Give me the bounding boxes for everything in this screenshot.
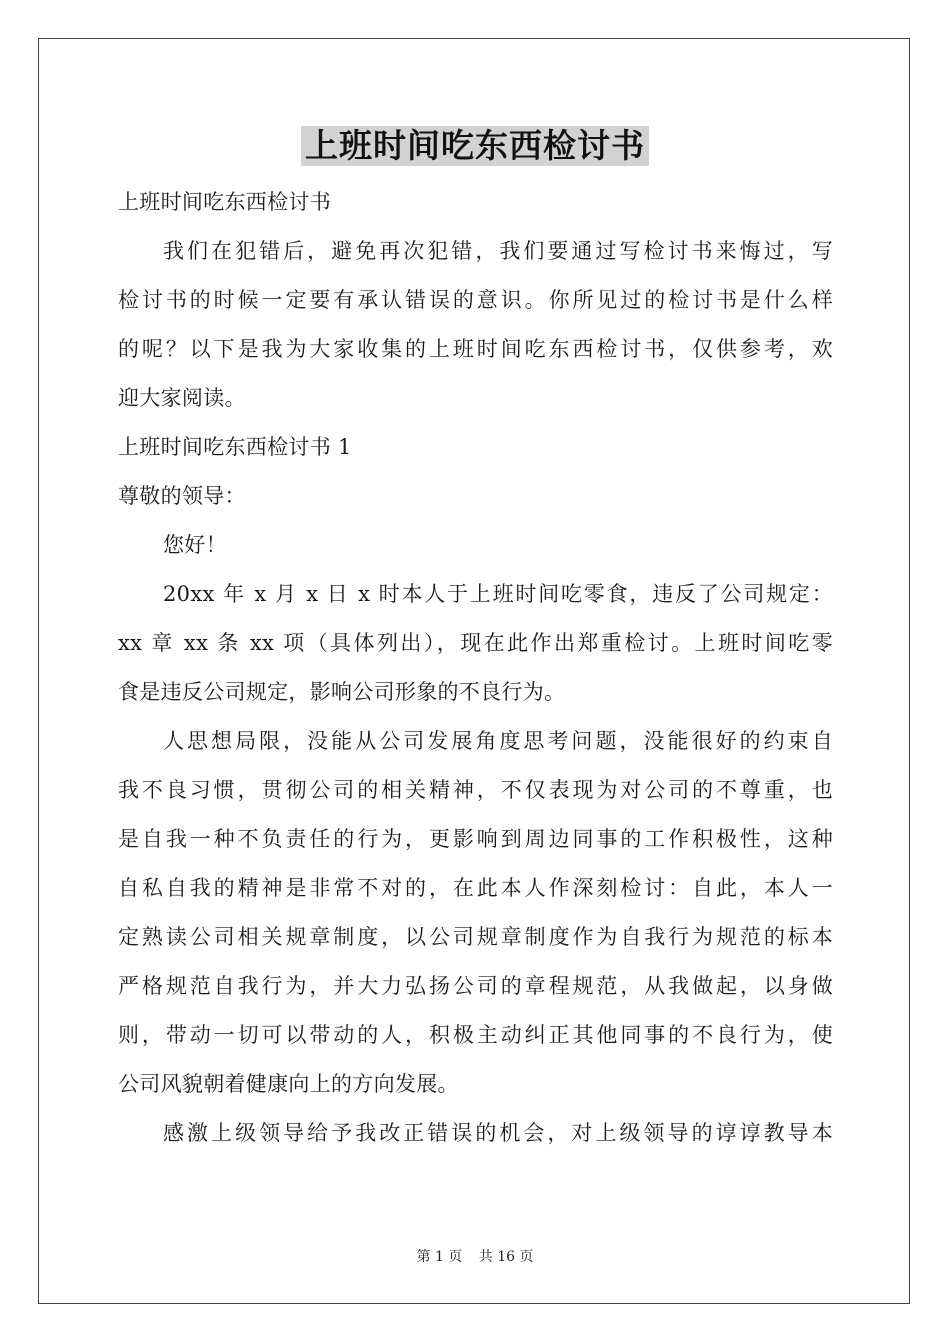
paragraph-line: 的呢？以下是我为大家收集的上班时间吃东西检讨书，仅供参考，欢 [118, 337, 833, 361]
page-number: 第 1 页 [416, 1249, 463, 1265]
title-container [0, 126, 950, 166]
greeting: 您好！ [163, 533, 227, 557]
paragraph-line: 是自我一种不负责任的行为，更影响到周边同事的工作积极性，这种 [118, 827, 833, 851]
paragraph-line: 我不良习惯，贯彻公司的相关精神，不仅表现为对公司的不尊重，也 [118, 778, 833, 802]
paragraph-line: 定熟读公司相关规章制度，以公司规章制度作为自我行为规范的标本 [118, 925, 833, 949]
total-pages: 共 16 页 [478, 1249, 534, 1265]
paragraph-line: 食是违反公司规定，影响公司形象的不良行为。 [118, 680, 566, 704]
salutation: 尊敬的领导： [118, 484, 246, 508]
paragraph-line: 人思想局限，没能从公司发展角度思考问题，没能很好的约束自 [163, 729, 833, 753]
paragraph-line: 迎大家阅读。 [118, 386, 246, 410]
section-heading: 上班时间吃东西检讨书 1 [118, 435, 352, 459]
paragraph-line: 自私自我的精神是非常不对的，在此本人作深刻检讨：自此，本人一 [118, 876, 833, 900]
document-body [118, 178, 833, 1158]
paragraph-line: 20xx 年 x 月 x 日 x 时本人于上班时间吃零食，违反了公司规定： [163, 582, 833, 606]
paragraph-line: 则，带动一切可以带动的人，积极主动纠正其他同事的不良行为，使 [118, 1023, 833, 1047]
paragraph-line: 严格规范自我行为，并大力弘扬公司的章程规范，从我做起，以身做 [118, 974, 833, 998]
paragraph-line: xx 章 xx 条 xx 项（具体列出），现在此作出郑重检讨。上班时间吃零 [118, 631, 833, 655]
paragraph-line: 我们在犯错后，避免再次犯错，我们要通过写检讨书来悔过，写 [163, 239, 833, 263]
paragraph-line: 感激上级领导给予我改正错误的机会，对上级领导的谆谆教导本 [163, 1121, 833, 1145]
paragraph-line: 公司风貌朝着健康向上的方向发展。 [118, 1072, 459, 1096]
paragraph-line: 检讨书的时候一定要有承认错误的意识。你所见过的检讨书是什么样 [118, 288, 833, 312]
page-footer [0, 1246, 950, 1266]
subtitle-line: 上班时间吃东西检讨书 [118, 190, 331, 214]
document-title: 上班时间吃东西检讨书 [301, 126, 649, 166]
